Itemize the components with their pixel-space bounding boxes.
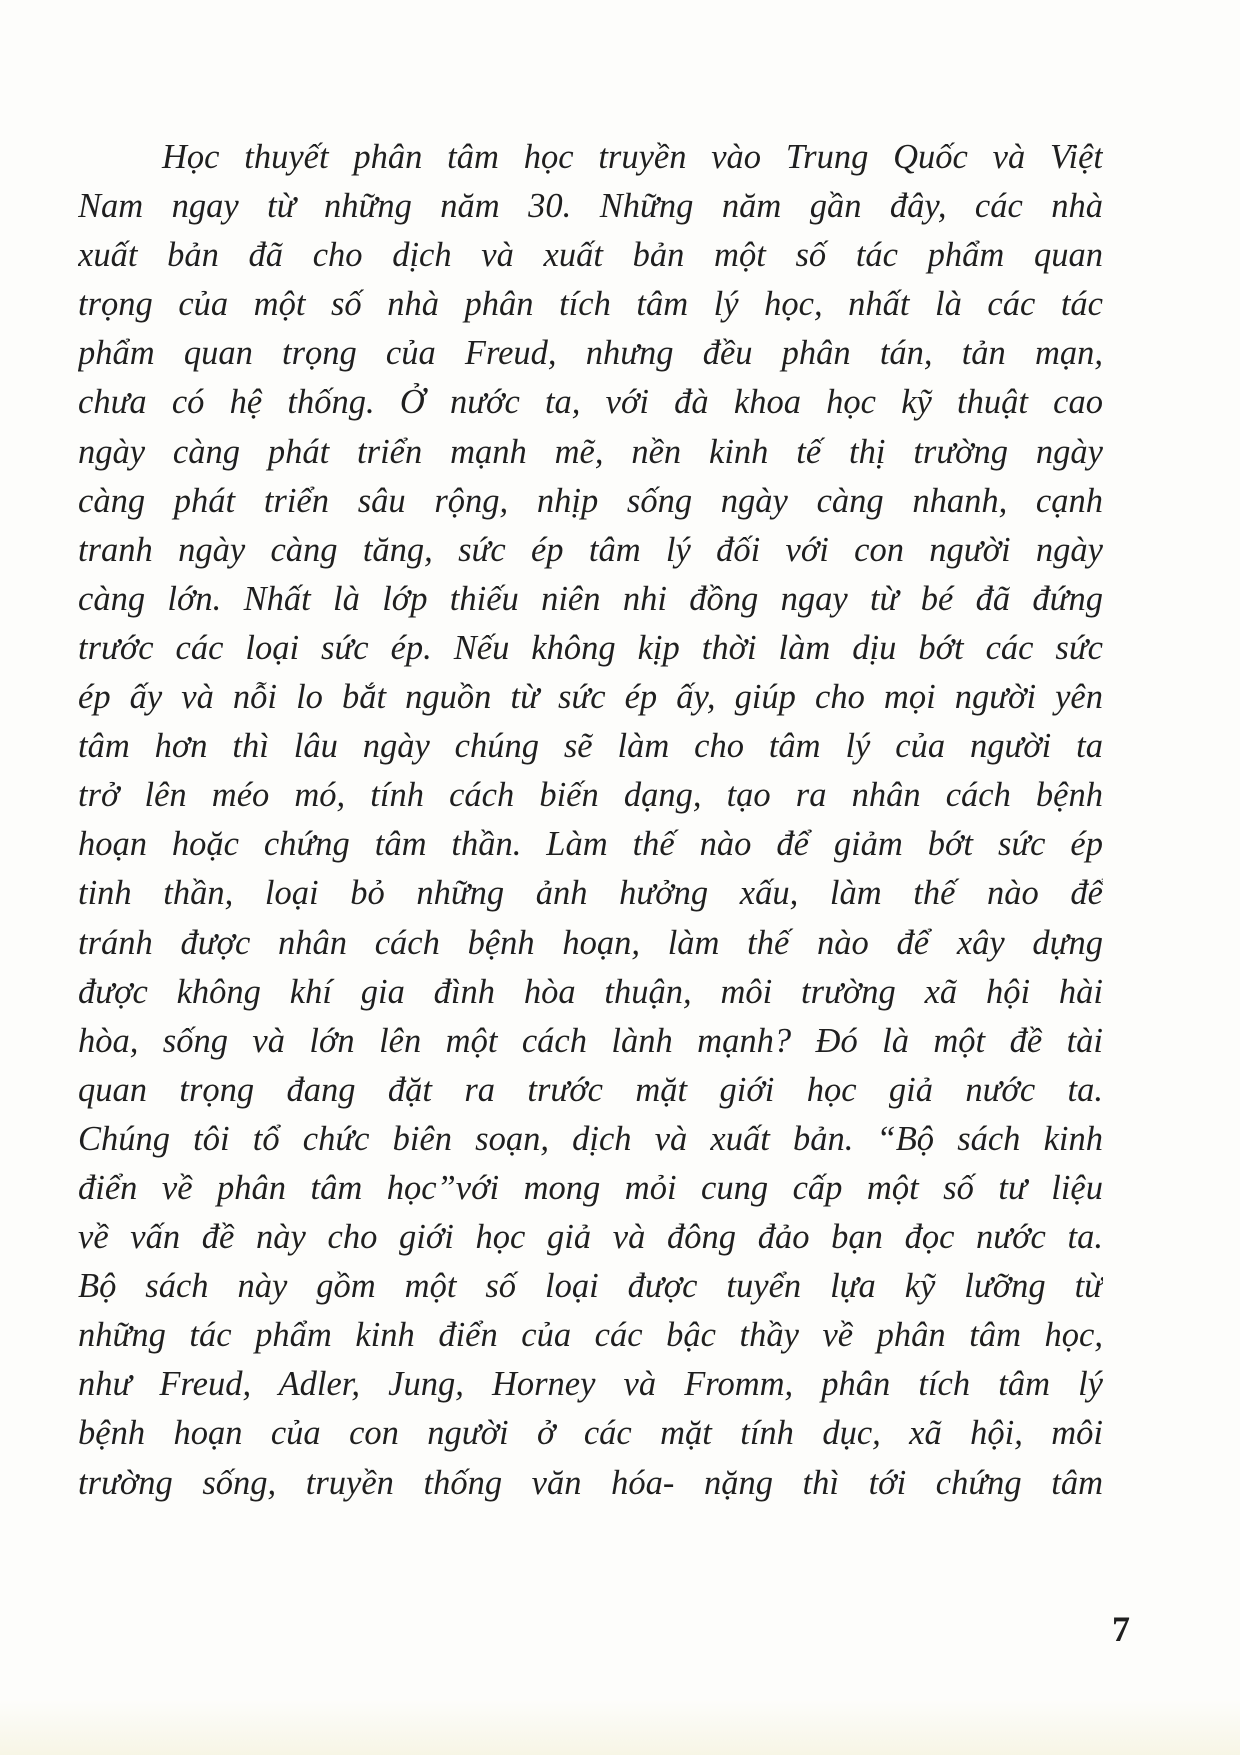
text-line: được không khí gia đình hòa thuận, môi trường xã hội hài (78, 972, 1103, 1011)
text-line: trường sống, truyền thống văn hóa- nặng thì tới chứng tâm (78, 1463, 1103, 1502)
text-line: điển về phân tâm học”với mong mỏi cung cấp một số tư liệu (78, 1168, 1103, 1207)
text-line: về vấn đề này cho giới học giả và đông đảo bạn đọc nước ta. (78, 1218, 1103, 1257)
text-line: như Freud, Adler, Jung, Horney và Fromm, phân tích tâm lý (78, 1365, 1103, 1404)
body-paragraph (78, 133, 1103, 1508)
text-line: hoạn hoặc chứng tâm thần. Làm thế nào để giảm bớt sức ép (78, 825, 1103, 864)
text-line: tâm hơn thì lâu ngày chúng sẽ làm cho tâm lý của người ta (78, 727, 1103, 766)
text-line: Học thuyết phân tâm học truyền vào Trung Quốc và Việt (162, 138, 1103, 176)
text-line: hòa, sống và lớn lên một cách lành mạnh? Đó là một đề tài (78, 1021, 1103, 1060)
text-line: tinh thần, loại bỏ những ảnh hưởng xấu, làm thế nào để (78, 874, 1103, 913)
text-line: bệnh hoạn của con người ở các mặt tính dục, xã hội, môi (78, 1414, 1103, 1453)
text-line: quan trọng đang đặt ra trước mặt giới học giả nước ta. (78, 1070, 1103, 1109)
text-line: trước các loại sức ép. Nếu không kịp thời làm dịu bớt các sức (78, 628, 1103, 667)
text-line: những tác phẩm kinh điển của các bậc thầy về phân tâm học, (78, 1316, 1103, 1355)
text-line: tránh được nhân cách bệnh hoạn, làm thế nào để xây dựng (78, 923, 1103, 962)
text-line: Chúng tôi tổ chức biên soạn, dịch và xuất bản. “Bộ sách kinh (78, 1119, 1103, 1158)
text-line: tranh ngày càng tăng, sức ép tâm lý đối với con người ngày (78, 530, 1103, 569)
text-line: ép ấy và nỗi lo bắt nguồn từ sức ép ấy, giúp cho mọi người yên (78, 678, 1103, 717)
text-line: xuất bản đã cho dịch và xuất bản một số tác phẩm quan (78, 236, 1103, 275)
page-number: 7 (1112, 1609, 1130, 1649)
text-line: Bộ sách này gồm một số loại được tuyển lựa kỹ lưỡng từ (78, 1267, 1103, 1306)
text-line: trọng của một số nhà phân tích tâm lý học, nhất là các tác (78, 285, 1103, 324)
text-line: trở lên méo mó, tính cách biến dạng, tạo ra nhân cách bệnh (78, 776, 1103, 815)
text-line: ngày càng phát triển mạnh mẽ, nền kinh tế thị trường ngày (78, 432, 1103, 471)
page-bottom-edge (0, 1700, 1240, 1755)
text-line: càng lớn. Nhất là lớp thiếu niên nhi đồng ngay từ bé đã đứng (78, 579, 1103, 618)
text-line: phẩm quan trọng của Freud, nhưng đều phân tán, tản mạn, (78, 334, 1103, 373)
text-line: chưa có hệ thống. Ở nước ta, với đà khoa học kỹ thuật cao (78, 383, 1103, 422)
text-line: Nam ngay từ những năm 30. Những năm gần đây, các nhà (78, 187, 1103, 226)
text-line: càng phát triển sâu rộng, nhịp sống ngày càng nhanh, cạnh (78, 481, 1103, 520)
